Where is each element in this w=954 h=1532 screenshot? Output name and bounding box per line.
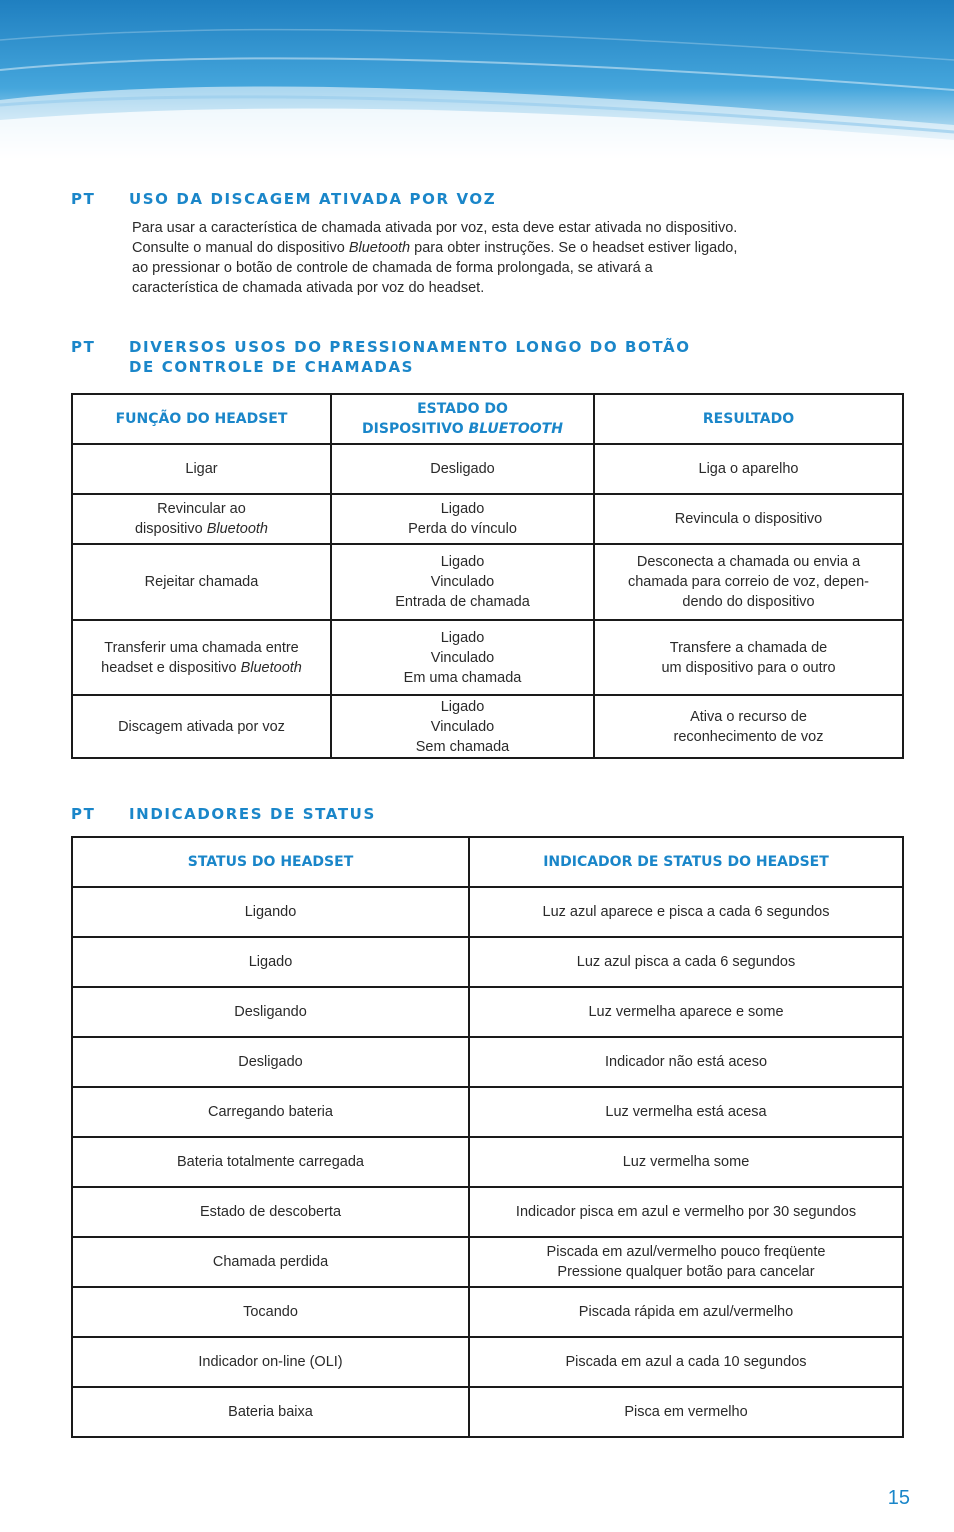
cell-italic: Bluetooth [240, 659, 302, 676]
cell-function [72, 544, 331, 620]
cell-status [72, 887, 469, 937]
cell-state [331, 494, 594, 544]
cell-text: Ligado [248, 954, 293, 970]
table-row [72, 620, 903, 695]
header-status: STATUS DO HEADSET [72, 837, 469, 887]
cell-text: Carregando bateria [208, 1104, 333, 1120]
cell-status [72, 1087, 469, 1137]
cell-text: chamada para correio de voz, depen- [627, 574, 869, 590]
cell-function [72, 620, 331, 695]
table-row [72, 544, 903, 620]
section-title: INDICADORES DE STATUS [129, 805, 376, 823]
paragraph-italic: Bluetooth [348, 240, 411, 256]
cell-text: Transfere a chamada de [669, 639, 828, 656]
cell-text: Vinculado [430, 649, 495, 666]
cell-text: Sem chamada [415, 738, 510, 755]
cell-text: dendo do dispositivo [682, 594, 815, 610]
language-code: PT [71, 338, 96, 356]
cell-status [72, 1337, 469, 1387]
cell-function [72, 494, 331, 544]
cell-indicator [469, 887, 903, 937]
cell-status [72, 1037, 469, 1087]
table-row [72, 1337, 903, 1387]
table-row [72, 444, 903, 494]
table-row [72, 695, 903, 758]
cell-indicator [469, 987, 903, 1037]
cell-function [72, 695, 331, 758]
cell-text: Desligado [238, 1054, 303, 1070]
cell-text: Desligado [430, 461, 495, 477]
cell-text: Ligado [440, 629, 485, 646]
cell-text: Liga o aparelho [698, 461, 799, 477]
cell-result [594, 544, 903, 620]
cell-indicator [469, 1387, 903, 1437]
cell-text: um dispositivo para o outro [661, 659, 836, 676]
section-title: USO DA DISCAGEM ATIVADA POR VOZ [129, 190, 497, 208]
cell-text: Vinculado [430, 574, 495, 590]
cell-text: Ligado [440, 698, 485, 715]
table-row [72, 1037, 903, 1087]
longpress-table [71, 393, 904, 759]
cell-status [72, 937, 469, 987]
cell-result [594, 444, 903, 494]
cell-status [72, 1137, 469, 1187]
cell-function [72, 444, 331, 494]
cell-text: Transferir uma chamada entre [104, 639, 299, 656]
cell-result [594, 620, 903, 695]
cell-text: Ligado [440, 554, 485, 570]
cell-text: Ativa o recurso de [690, 708, 807, 725]
section-heading-voice [71, 189, 496, 209]
cell-text: Indicador pisca em azul e vermelho por 30 segundos [515, 1204, 857, 1220]
cell-state [331, 620, 594, 695]
cell-text: Bateria totalmente carregada [177, 1154, 364, 1170]
header-wave-banner [0, 0, 954, 160]
cell-result [594, 695, 903, 758]
cell-text: Piscada em azul a cada 10 segundos [565, 1354, 807, 1370]
cell-indicator [469, 1137, 903, 1187]
cell-text: Piscada rápida em azul/vermelho [578, 1304, 794, 1320]
cell-text: Indicador on-line (OLI) [198, 1354, 343, 1370]
cell-text: dispositivo [134, 521, 207, 537]
cell-indicator [469, 1337, 903, 1387]
cell-text: Em uma chamada [403, 669, 522, 686]
cell-text: Ligando [244, 904, 297, 920]
section-title-line2: DE CONTROLE DE CHAMADAS [129, 358, 415, 376]
table-row [72, 1387, 903, 1437]
table-row [72, 887, 903, 937]
cell-text: Ligado [440, 501, 485, 517]
cell-status [72, 1237, 469, 1287]
header-function: FUNÇÃO DO HEADSET [72, 394, 331, 444]
cell-text: Luz vermelha aparece e some [588, 1004, 784, 1020]
status-table [71, 836, 904, 1438]
cell-indicator [469, 937, 903, 987]
table-row [72, 1087, 903, 1137]
cell-status [72, 1187, 469, 1237]
section-heading-longpress [71, 337, 691, 377]
cell-text: Pisca em vermelho [624, 1404, 748, 1420]
paragraph-text: Para usar a característica de chamada ativada por voz, esta deve estar ativada no dispositivo. Consulte o manual do dispositivo [132, 220, 738, 256]
header-text: DISPOSITIVO [362, 421, 469, 437]
cell-indicator [469, 1237, 903, 1287]
table-row [72, 1187, 903, 1237]
header-italic: BLUETOOTH [468, 421, 563, 437]
cell-text: Luz vermelha está acesa [605, 1104, 767, 1120]
cell-text: Bateria baixa [228, 1404, 313, 1420]
status-table-body [72, 887, 903, 1437]
cell-text: Tocando [243, 1304, 298, 1320]
cell-text: Vinculado [430, 718, 495, 735]
cell-text: Discagem ativada por voz [118, 718, 285, 735]
cell-text: Perda do vínculo [408, 521, 517, 537]
cell-text: Pressione qualquer botão para cancelar [557, 1264, 815, 1280]
cell-text: Estado de descoberta [199, 1204, 342, 1220]
header-text: ESTADO DO [417, 401, 508, 417]
table-row [72, 1137, 903, 1187]
cell-text: Rejeitar chamada [144, 574, 259, 590]
cell-text: Chamada perdida [212, 1254, 329, 1270]
cell-text: Ligar [185, 461, 218, 477]
cell-text: Revincular ao [157, 501, 246, 517]
cell-text: headset e dispositivo [101, 659, 241, 676]
table-row [72, 1237, 903, 1287]
cell-text: Luz azul pisca a cada 6 segundos [576, 954, 796, 970]
table-row [72, 987, 903, 1037]
table-row [72, 1287, 903, 1337]
cell-text: Revincula o dispositivo [674, 511, 823, 527]
header-device-state [331, 394, 594, 444]
voice-paragraph [132, 218, 742, 298]
header-indicator: INDICADOR DE STATUS DO HEADSET [469, 837, 903, 887]
section-title-line1: DIVERSOS USOS DO PRESSIONAMENTO LONGO DO BOTÃO [129, 338, 691, 356]
cell-status [72, 1387, 469, 1437]
section-heading-status [71, 804, 376, 824]
language-code: PT [71, 805, 96, 823]
cell-text: Indicador não está aceso [604, 1054, 768, 1070]
cell-text: Entrada de chamada [395, 594, 530, 610]
table-row [72, 494, 903, 544]
cell-state [331, 695, 594, 758]
cell-status [72, 1287, 469, 1337]
cell-indicator [469, 1037, 903, 1087]
cell-state [331, 544, 594, 620]
cell-indicator [469, 1287, 903, 1337]
table-header-row [72, 394, 903, 444]
cell-text: reconhecimento de voz [673, 728, 824, 745]
table-row [72, 937, 903, 987]
cell-text: Piscada em azul/vermelho pouco freqüente [546, 1244, 826, 1260]
cell-text: Desligando [234, 1004, 307, 1020]
cell-status [72, 987, 469, 1037]
page-number: 15 [887, 1487, 910, 1509]
cell-indicator [469, 1187, 903, 1237]
paragraph-text: para obter instruções. Se o headset estiver ligado, ao pressionar o botão de controle de chamada de forma prolongada, se ativará a característica de chamada ativada por voz do headset. [132, 240, 738, 296]
cell-state [331, 444, 594, 494]
cell-result [594, 494, 903, 544]
cell-indicator [469, 1087, 903, 1137]
table-header-row [72, 837, 903, 887]
header-result: RESULTADO [594, 394, 903, 444]
cell-text: Luz vermelha some [622, 1154, 750, 1170]
language-code: PT [71, 190, 96, 208]
cell-italic: Bluetooth [206, 521, 268, 537]
cell-text: Desconecta a chamada ou envia a [636, 554, 861, 570]
cell-text: Luz azul aparece e pisca a cada 6 segundos [542, 904, 830, 920]
